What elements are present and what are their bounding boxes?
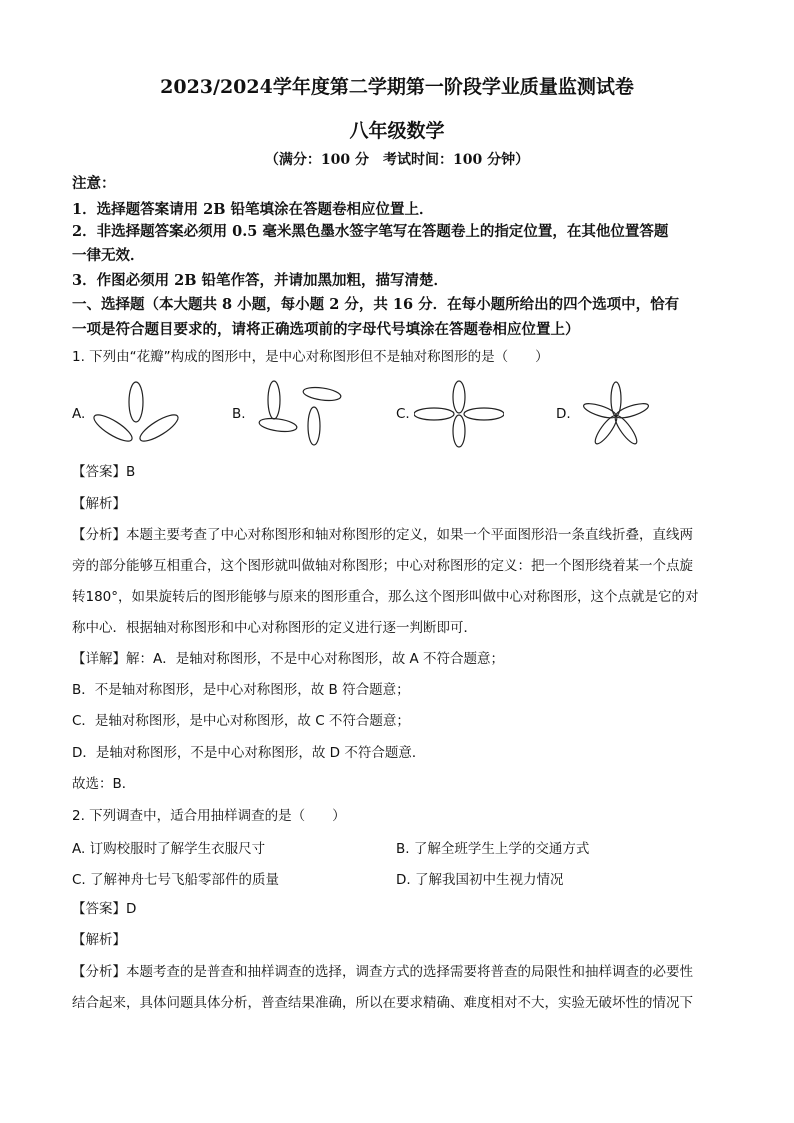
q1-analysis-line: C．是轴对称图形，是中心对称图形，故 C 不符合题意； [72, 713, 410, 729]
q1-option-a-label: A. [72, 406, 86, 422]
exam-title: 2023/2024学年度第二学期第一阶段学业质量监测试卷 [160, 76, 634, 98]
q1-analysis-line: 【详解】解：A．是轴对称图形，不是中心对称图形，故 A 不符合题意； [72, 651, 505, 667]
q1-figure-c [414, 380, 504, 450]
q1-analysis-line: D．是轴对称图形，不是中心对称图形，故 D 不符合题意． [72, 745, 426, 761]
q1-analysis-line: 旁的部分能够互相重合，这个图形就叫做轴对称图形；中心对称图形的定义：把一个图形绕着某一个点旋 [72, 558, 693, 574]
q2-option-a: A. 订购校服时了解学生衣服尺寸 [72, 841, 266, 857]
q1-analysis-line: B．不是轴对称图形，是中心对称图形，故 B 符合题意； [72, 682, 410, 698]
note-item: 2．非选择题答案必须用 0.5 毫米黑色墨水签字笔写在答题卷上的指定位置，在其他位置答题 [72, 223, 669, 240]
note-item: 3．作图必须用 2B 铅笔作答，并请加黑加粗，描写清楚． [72, 272, 449, 289]
q1-analysis-line: 转180°，如果旋转后的图形能够与原来的图形重合，那么这个图形叫做中心对称图形，这个点就是它的对 [72, 589, 699, 605]
note-item: 1．选择题答案请用 2B 铅笔填涂在答题卷相应位置上． [72, 201, 434, 218]
q2-analysis-label: 【解析】 [72, 932, 126, 948]
q1-figure-b [252, 380, 347, 450]
exam-info: （满分：100 分 考试时间：100 分钟） [264, 152, 530, 168]
q2-analysis-line: 【分析】本题考查的是普查和抽样调查的选择，调查方式的选择需要将普查的局限性和抽样调查的必要性 [72, 964, 693, 980]
q2-stem: 2. 下列调查中，适合用抽样调查的是（ ） [72, 808, 346, 824]
q1-option-c-label: C. [396, 406, 410, 422]
q2-option-c: C. 了解神舟七号飞船零部件的质量 [72, 872, 280, 888]
q1-stem: 1. 下列由“花瓣”构成的图形中，是中心对称图形但不是轴对称图形的是（ ） [72, 349, 549, 365]
notes-heading: 注意： [72, 175, 116, 192]
section-heading-cont: 一项是符合题目要求的，请将正确选项前的字母代号填涂在答题卷相应位置上） [72, 321, 580, 338]
section-heading: 一、选择题（本大题共 8 小题，每小题 2 分，共 16 分．在每小题所给出的四个选项中，恰有 [72, 296, 680, 313]
q1-figure-d [576, 380, 656, 452]
q2-answer: 【答案】D [72, 901, 137, 917]
q2-option-b: B. 了解全班学生上学的交通方式 [396, 841, 590, 857]
q2-option-d: D. 了解我国初中生视力情况 [396, 872, 564, 888]
note-item: 一律无效． [72, 247, 145, 264]
q1-option-b-label: B. [232, 406, 246, 422]
q1-figure-a [88, 380, 183, 445]
q1-analysis-line: 【分析】本题主要考查了中心对称图形和轴对称图形的定义，如果一个平面图形沿一条直线折叠，直线两 [72, 527, 693, 543]
q1-analysis-line: 故选：B． [72, 776, 136, 792]
q1-answer: 【答案】B [72, 464, 136, 480]
q1-analysis-label: 【解析】 [72, 496, 126, 512]
q2-analysis-line: 结合起来，具体问题具体分析，普查结果准确，所以在要求精确、难度相对不大，实验无破坏性的情况下 [72, 995, 693, 1011]
q1-option-d-label: D. [556, 406, 571, 422]
q1-analysis-line: 称中心．根据轴对称图形和中心对称图形的定义进行逐一判断即可． [72, 620, 477, 636]
exam-subject: 八年级数学 [349, 120, 445, 142]
